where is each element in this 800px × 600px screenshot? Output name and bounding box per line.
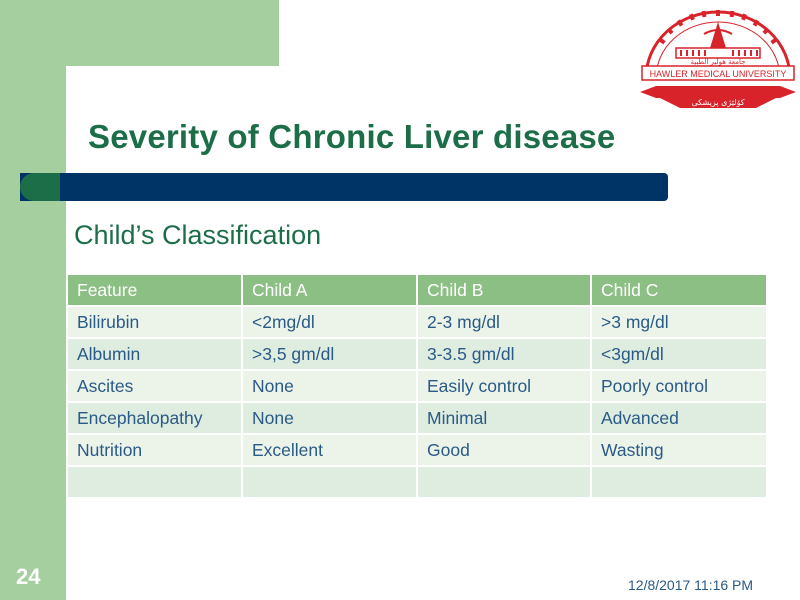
slide-datetime: 12/8/2017 11:16 PM — [628, 577, 754, 593]
university-logo — [636, 0, 800, 112]
child-classification-table — [66, 273, 768, 499]
table-cell — [242, 466, 417, 498]
table-cell: Ascites — [67, 370, 242, 402]
table-cell: <3gm/dl — [591, 338, 767, 370]
table-cell: Albumin — [67, 338, 242, 370]
table-cell: Easily control — [417, 370, 591, 402]
header-child-c: Child C — [591, 274, 767, 306]
table-cell: >3,5 gm/dl — [242, 338, 417, 370]
table-cell: Excellent — [242, 434, 417, 466]
table-cell: Minimal — [417, 402, 591, 434]
table-cell — [591, 466, 767, 498]
logo-university-name: HAWLER MEDICAL UNIVERSITY — [649, 69, 787, 79]
table-cell: 3-3.5 gm/dl — [417, 338, 591, 370]
table-cell: Nutrition — [67, 434, 242, 466]
table-cell: <2mg/dl — [242, 306, 417, 338]
header-child-b: Child B — [417, 274, 591, 306]
table-header-row — [67, 274, 767, 306]
left-decorative-band — [0, 0, 66, 600]
slide-subtitle: Child’s Classification — [74, 220, 322, 250]
table-cell: 2-3 mg/dl — [417, 306, 591, 338]
header-child-a: Child A — [242, 274, 417, 306]
table-row — [67, 370, 767, 402]
table-cell: Good — [417, 434, 591, 466]
slide-number: 24 — [16, 564, 41, 589]
title-underline-cap — [20, 173, 60, 201]
table-cell: >3 mg/dl — [591, 306, 767, 338]
table-cell: Poorly control — [591, 370, 767, 402]
table-cell: Wasting — [591, 434, 767, 466]
table-row — [67, 434, 767, 466]
table-row — [67, 338, 767, 370]
table-cell: Encephalopathy — [67, 402, 242, 434]
table-cell: Bilirubin — [67, 306, 242, 338]
top-decorative-band — [0, 0, 279, 66]
table-cell: None — [242, 370, 417, 402]
table-cell: None — [242, 402, 417, 434]
table-row — [67, 306, 767, 338]
table-cell — [67, 466, 242, 498]
table-row — [67, 402, 767, 434]
logo-kurdish-ribbon: کۆلێژی پزیشکی — [691, 98, 745, 107]
slide-title: Severity of Chronic Liver disease — [88, 118, 616, 155]
table-row — [67, 466, 767, 498]
table-cell: Advanced — [591, 402, 767, 434]
table-cell — [417, 466, 591, 498]
header-feature: Feature — [67, 274, 242, 306]
title-underline-bar — [20, 173, 668, 201]
logo-arabic-name: جامعة هولير الطبية — [690, 58, 746, 66]
